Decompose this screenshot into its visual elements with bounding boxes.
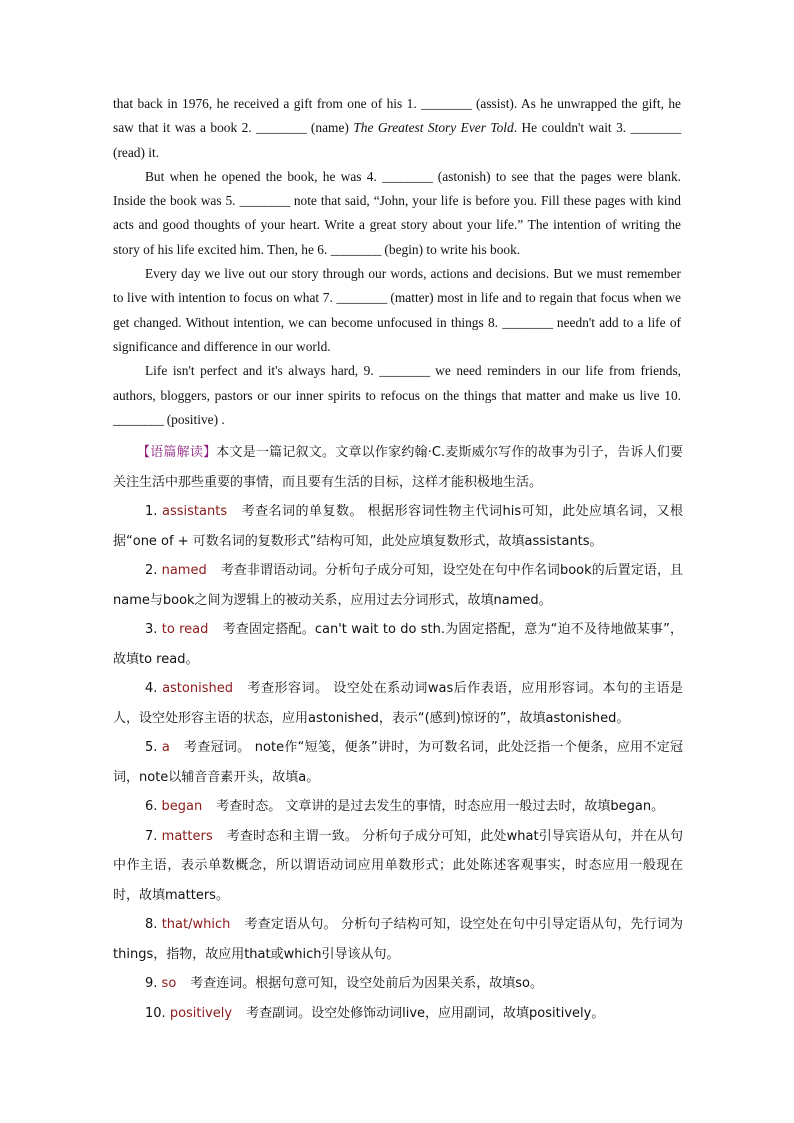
answer-explanation: 考查形容词。 设空处在系动词was后作表语，应用形容词。本句的主语是人，设空处形容主语的状态，应用astonished，表示“(感到)惊讶的”，故填astonished。: [113, 681, 683, 726]
answer-key: matters: [161, 828, 213, 844]
passage-paragraph-3: [113, 262, 681, 359]
passage-text: we need reminders in our life from friends, authors, bloggers, pastors or our inner spirits to refocus on the things that matter and make us live 10.: [113, 363, 682, 403]
passage-text: . He couldn't wait 3.: [513, 120, 631, 136]
answer-item-10: [113, 999, 683, 1029]
passage-text: (name): [306, 120, 354, 136]
answer-explanation: 考查冠词。 note作“短笺，便条”讲时，为可数名词，此处泛指一个便条，应用不定冠词，note以辅音音素开头，故填a。: [113, 740, 683, 785]
item-number: 2.: [145, 563, 162, 578]
answer-item-3: [113, 615, 683, 674]
answer-item-7: [113, 822, 683, 911]
passage-text: (positive) .: [163, 411, 225, 427]
item-number: 6.: [145, 799, 162, 814]
answer-item-6: [113, 792, 683, 822]
discourse-analysis-tag: 【语篇解读】: [137, 445, 217, 460]
cloze-passage: [113, 92, 681, 432]
answer-item-1: [113, 497, 683, 556]
blank-7: ________: [336, 290, 387, 306]
answer-key: so: [161, 976, 177, 991]
passage-text: (begin) to write his book.: [381, 241, 521, 257]
passage-text: that back in 1976, he received a gift from one of his 1.: [113, 96, 422, 111]
answer-key: that/which: [161, 917, 231, 932]
answer-key: astonished: [162, 681, 233, 696]
passage-text: (read) it.: [113, 144, 160, 160]
passage-text: (assist). As he unwrapped the gift, he saw that it was a book 2.: [113, 96, 681, 136]
passage-text: needn't add to a life of significance and difference in our world.: [113, 314, 681, 354]
discourse-analysis: [113, 438, 683, 497]
item-number: 5.: [145, 740, 162, 755]
answer-item-9: [113, 969, 683, 999]
item-number: 3.: [145, 622, 162, 637]
blank-1: ________: [421, 96, 472, 111]
passage-paragraph-1: [113, 92, 681, 165]
answer-item-5: [113, 733, 683, 792]
blank-5: ________: [239, 193, 290, 209]
answer-key: to read: [161, 622, 209, 637]
answer-explanation: 考查时态。 文章讲的是过去发生的事情，时态应用一般过去时，故填began。: [216, 799, 665, 814]
answer-key: a: [161, 740, 170, 755]
passage-text: (astonish) to see that the pages were blank. Inside the book was 5.: [113, 168, 681, 209]
passage-text: But when he opened the book, he was 4.: [145, 168, 383, 184]
item-number: 9.: [145, 976, 162, 991]
blank-4: ________: [382, 168, 433, 184]
item-number: 1.: [145, 504, 163, 519]
blank-10: ________: [113, 411, 164, 427]
answer-key: began: [161, 799, 203, 814]
answer-item-2: [113, 556, 683, 615]
blank-8: ________: [502, 314, 553, 330]
passage-paragraph-2: [113, 165, 681, 262]
discourse-analysis-text: 本文是一篇记叙文。文章以作家约翰·C.麦斯威尔写作的故事为引子，告诉人们要关注生活中那些重要的事情，而且要有生活的目标，这样才能积极地生活。: [113, 445, 683, 490]
answer-analysis: [113, 438, 683, 1028]
item-number: 7.: [145, 828, 162, 844]
answer-key: named: [161, 563, 207, 578]
answer-explanation: 考查连词。根据句意可知，设空处前后为因果关系，故填so。: [190, 976, 544, 991]
item-number: 10.: [145, 1005, 170, 1021]
passage-text: Life isn't perfect and it's always hard, 9.: [145, 363, 380, 379]
blank-2: ________: [256, 120, 307, 136]
blank-6: ________: [330, 241, 382, 257]
answer-key: positively: [169, 1005, 233, 1021]
blank-3: ________: [630, 120, 681, 136]
passage-text: Every day we live out our story through our words, actions and decisions. But we must remember to live with intention to focus on what 7.: [113, 266, 681, 306]
passage-text: note that said, “John, your life is before you. Fill these pages with kind acts and good thoughts of your heart. Write a great story about your life.” The intention of writing the story of his life excited him. Then, he 6.: [113, 193, 681, 257]
answer-explanation: 考查固定搭配。can't wait to do sth.为固定搭配，意为“迫不及待地做某事”，故填to read。: [113, 622, 683, 667]
answer-explanation: 考查副词。设空处修饰动词live，应用副词，故填positively。: [246, 1005, 605, 1021]
book-title: The Greatest Story Ever Told: [353, 120, 514, 136]
answer-key: assistants: [162, 504, 228, 519]
passage-paragraph-4: [113, 359, 681, 432]
item-number: 4.: [145, 681, 163, 696]
blank-9: ________: [379, 363, 430, 379]
answer-explanation: 考查时态和主谓一致。 分析句子成分可知，此处what引导宾语从句，并在从句中作主语，表示单数概念，所以谓语动词应用单数形式；此处陈述客观事实，时态应用一般现在时，故填matters。: [113, 828, 683, 903]
answer-item-8: [113, 910, 683, 969]
answer-explanation: 考查非谓语动词。分析句子成分可知，设空处在句中作名词book的后置定语，且name与book之间为逻辑上的被动关系，应用过去分词形式，故填named。: [113, 563, 683, 608]
passage-text: (matter) most in life and to regain that focus when we get changed. Without intention, we can become unfocused in things 8.: [113, 290, 682, 330]
answer-explanation: 考查名词的单复数。 根据形容词性物主代词his可知，此处应填名词，又根据“one of + 可数名词的复数形式”结构可知，此处应填复数形式，故填assistants。: [113, 504, 683, 549]
item-number: 8.: [145, 917, 162, 932]
answer-item-4: [113, 674, 683, 733]
answer-explanation: 考查定语从句。 分析句子结构可知，设空处在句中引导定语从句，先行词为things，指物，故应用that或which引导该从句。: [113, 917, 683, 962]
